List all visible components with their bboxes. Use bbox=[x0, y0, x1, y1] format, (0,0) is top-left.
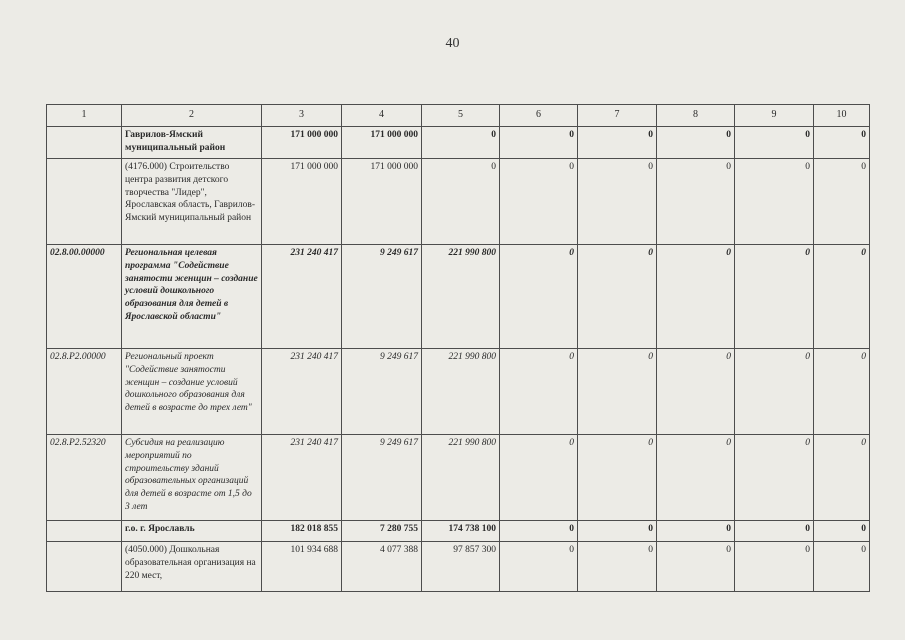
budget-table bbox=[46, 104, 870, 592]
row-code-cell: 02.8.Р2.52320 bbox=[47, 435, 122, 521]
column-header-3: 3 bbox=[262, 105, 342, 127]
table-body bbox=[47, 105, 870, 592]
row-amount-cell: 0 bbox=[578, 159, 657, 245]
row-amount-cell: 9 249 617 bbox=[342, 245, 422, 349]
row-amount-cell: 0 bbox=[500, 159, 578, 245]
row-amount-cell: 0 bbox=[735, 435, 814, 521]
row-amount-cell: 221 990 800 bbox=[422, 245, 500, 349]
column-header-2: 2 bbox=[122, 105, 262, 127]
row-amount-cell: 171 000 000 bbox=[262, 127, 342, 159]
page-number: 40 bbox=[445, 36, 460, 51]
row-code-cell bbox=[47, 521, 122, 542]
row-amount-cell: 101 934 688 bbox=[262, 542, 342, 592]
row-amount-cell: 0 bbox=[814, 245, 870, 349]
row-name-cell: Субсидия на реализацию мероприятий по строительству зданий образовательных организаций для детей в возрасте от 1,5 до 3 лет bbox=[122, 435, 262, 521]
row-amount-cell: 0 bbox=[500, 127, 578, 159]
row-amount-cell: 221 990 800 bbox=[422, 435, 500, 521]
column-header-1: 1 bbox=[47, 105, 122, 127]
row-amount-cell: 0 bbox=[657, 127, 735, 159]
row-amount-cell: 0 bbox=[422, 127, 500, 159]
row-amount-cell: 0 bbox=[500, 435, 578, 521]
row-amount-cell: 0 bbox=[814, 542, 870, 592]
row-amount-cell: 0 bbox=[500, 349, 578, 435]
row-amount-cell: 231 240 417 bbox=[262, 349, 342, 435]
row-amount-cell: 0 bbox=[657, 521, 735, 542]
row-name-cell: г.о. г. Ярославль bbox=[122, 521, 262, 542]
row-amount-cell: 0 bbox=[500, 521, 578, 542]
table-row bbox=[47, 127, 870, 159]
row-amount-cell: 7 280 755 bbox=[342, 521, 422, 542]
row-amount-cell: 0 bbox=[814, 127, 870, 159]
row-code-cell bbox=[47, 542, 122, 592]
row-code-cell bbox=[47, 159, 122, 245]
row-amount-cell: 0 bbox=[657, 542, 735, 592]
row-amount-cell: 171 000 000 bbox=[262, 159, 342, 245]
row-amount-cell: 0 bbox=[735, 245, 814, 349]
row-amount-cell: 182 018 855 bbox=[262, 521, 342, 542]
table-row bbox=[47, 245, 870, 349]
row-code-cell bbox=[47, 127, 122, 159]
row-amount-cell: 0 bbox=[578, 542, 657, 592]
row-amount-cell: 0 bbox=[735, 349, 814, 435]
row-name-cell: Гаврилов-Ямский муниципальный район bbox=[122, 127, 262, 159]
row-name-cell: (4176.000) Строительство центра развития детского творчества "Лидер", Ярославская область, Гаврилов-Ямский муниципальный район bbox=[122, 159, 262, 245]
table-row bbox=[47, 159, 870, 245]
row-amount-cell: 0 bbox=[578, 127, 657, 159]
row-amount-cell: 0 bbox=[578, 521, 657, 542]
column-header-8: 8 bbox=[657, 105, 735, 127]
row-amount-cell: 0 bbox=[814, 521, 870, 542]
column-header-9: 9 bbox=[735, 105, 814, 127]
row-amount-cell: 9 249 617 bbox=[342, 349, 422, 435]
row-amount-cell: 174 738 100 bbox=[422, 521, 500, 542]
row-amount-cell: 9 249 617 bbox=[342, 435, 422, 521]
row-amount-cell: 0 bbox=[814, 349, 870, 435]
row-amount-cell: 0 bbox=[500, 542, 578, 592]
row-code-cell: 02.8.Р2.00000 bbox=[47, 349, 122, 435]
row-name-cell: Региональная целевая программа "Содействие занятости женщин – создание условий дошкольного образования для детей в Ярославской области" bbox=[122, 245, 262, 349]
row-amount-cell: 0 bbox=[735, 542, 814, 592]
row-amount-cell: 171 000 000 bbox=[342, 159, 422, 245]
table-row bbox=[47, 521, 870, 542]
row-amount-cell: 0 bbox=[814, 435, 870, 521]
row-amount-cell: 0 bbox=[814, 159, 870, 245]
row-amount-cell: 0 bbox=[657, 245, 735, 349]
row-amount-cell: 221 990 800 bbox=[422, 349, 500, 435]
row-amount-cell: 0 bbox=[657, 435, 735, 521]
table-row bbox=[47, 542, 870, 592]
row-amount-cell: 4 077 388 bbox=[342, 542, 422, 592]
row-name-cell: (4050.000) Дошкольная образовательная организация на 220 мест, bbox=[122, 542, 262, 592]
column-header-7: 7 bbox=[578, 105, 657, 127]
row-amount-cell: 0 bbox=[578, 349, 657, 435]
table-row bbox=[47, 435, 870, 521]
column-header-10: 10 bbox=[814, 105, 870, 127]
row-amount-cell: 171 000 000 bbox=[342, 127, 422, 159]
row-amount-cell: 0 bbox=[578, 435, 657, 521]
column-header-4: 4 bbox=[342, 105, 422, 127]
column-header-5: 5 bbox=[422, 105, 500, 127]
row-amount-cell: 0 bbox=[735, 127, 814, 159]
row-amount-cell: 231 240 417 bbox=[262, 245, 342, 349]
column-header-6: 6 bbox=[500, 105, 578, 127]
table-row bbox=[47, 349, 870, 435]
row-name-cell: Региональный проект "Содействие занятости женщин – создание условий дошкольного образования для детей в возрасте до трех лет" bbox=[122, 349, 262, 435]
row-amount-cell: 0 bbox=[500, 245, 578, 349]
row-amount-cell: 0 bbox=[578, 245, 657, 349]
row-amount-cell: 0 bbox=[657, 349, 735, 435]
header-row bbox=[47, 105, 870, 127]
row-amount-cell: 97 857 300 bbox=[422, 542, 500, 592]
row-code-cell: 02.8.00.00000 bbox=[47, 245, 122, 349]
row-amount-cell: 0 bbox=[735, 159, 814, 245]
row-amount-cell: 0 bbox=[735, 521, 814, 542]
row-amount-cell: 231 240 417 bbox=[262, 435, 342, 521]
row-amount-cell: 0 bbox=[422, 159, 500, 245]
row-amount-cell: 0 bbox=[657, 159, 735, 245]
